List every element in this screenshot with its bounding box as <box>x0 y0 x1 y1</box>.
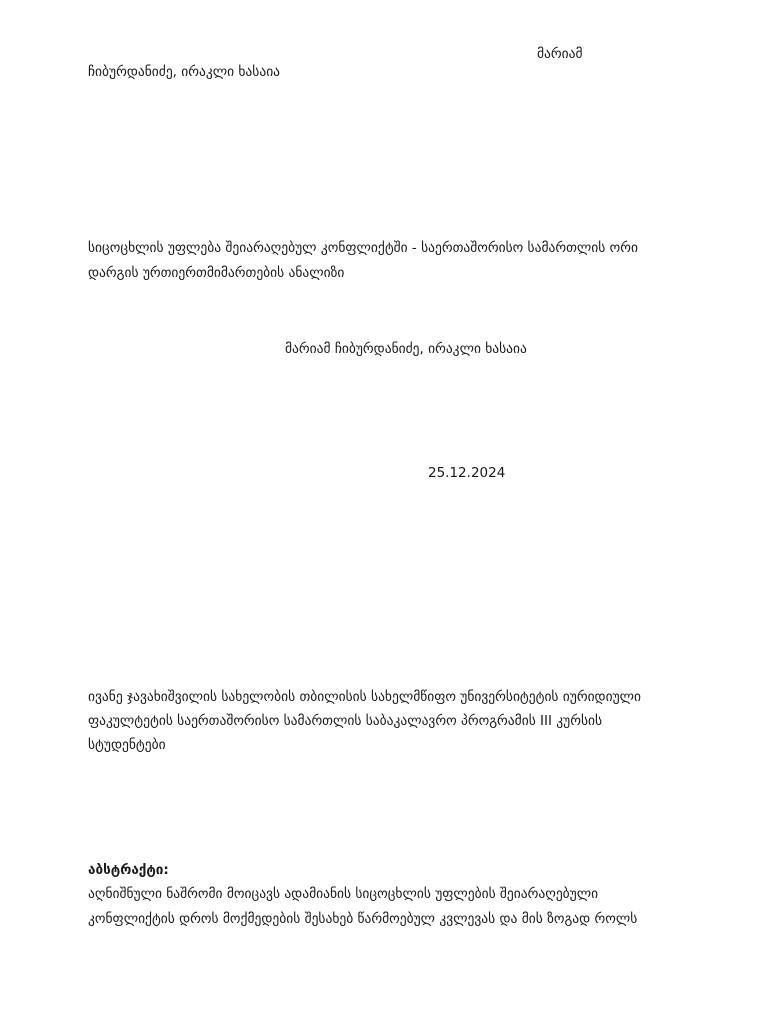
abstract-line-1: აღნიშნული ნაშრომი მოიცავს ადამიანის სიცოცხლის უფლების შეიარაღებული <box>88 886 599 902</box>
header-author-first-name: მარიამ <box>537 46 583 62</box>
header-author-rest: ჩიბურდანიძე, ირაკლი ხასაია <box>88 64 281 80</box>
document-date: 25.12.2024 <box>428 465 506 481</box>
affiliation-line-2: ფაკულტეტის საერთაშორისო სამართლის საბაკალავრო პროგრამის III კურსის <box>88 713 603 729</box>
affiliation-line-1: ივანე ჯავახიშვილის სახელობის თბილისის სახელმწიფო უნივერსიტეტის იურიდიული <box>88 689 641 705</box>
title-line-1: სიცოცხლის უფლება შეიარაღებულ კონფლიქტში - საერთაშორისო სამართლის ორი <box>88 240 638 256</box>
abstract-heading: აბსტრაქტი: <box>88 862 169 878</box>
affiliation-line-3: სტუდენტები <box>88 737 166 753</box>
authors-line: მარიამ ჩიბურდანიძე, ირაკლი ხასაია <box>285 341 527 357</box>
title-line-2: დარგის ურთიერთმიმართების ანალიზი <box>88 265 345 281</box>
abstract-line-2: კონფლიქტის დროს მოქმედების შესახებ წარმოებულ კვლევას და მის ზოგად როლს <box>88 911 638 927</box>
